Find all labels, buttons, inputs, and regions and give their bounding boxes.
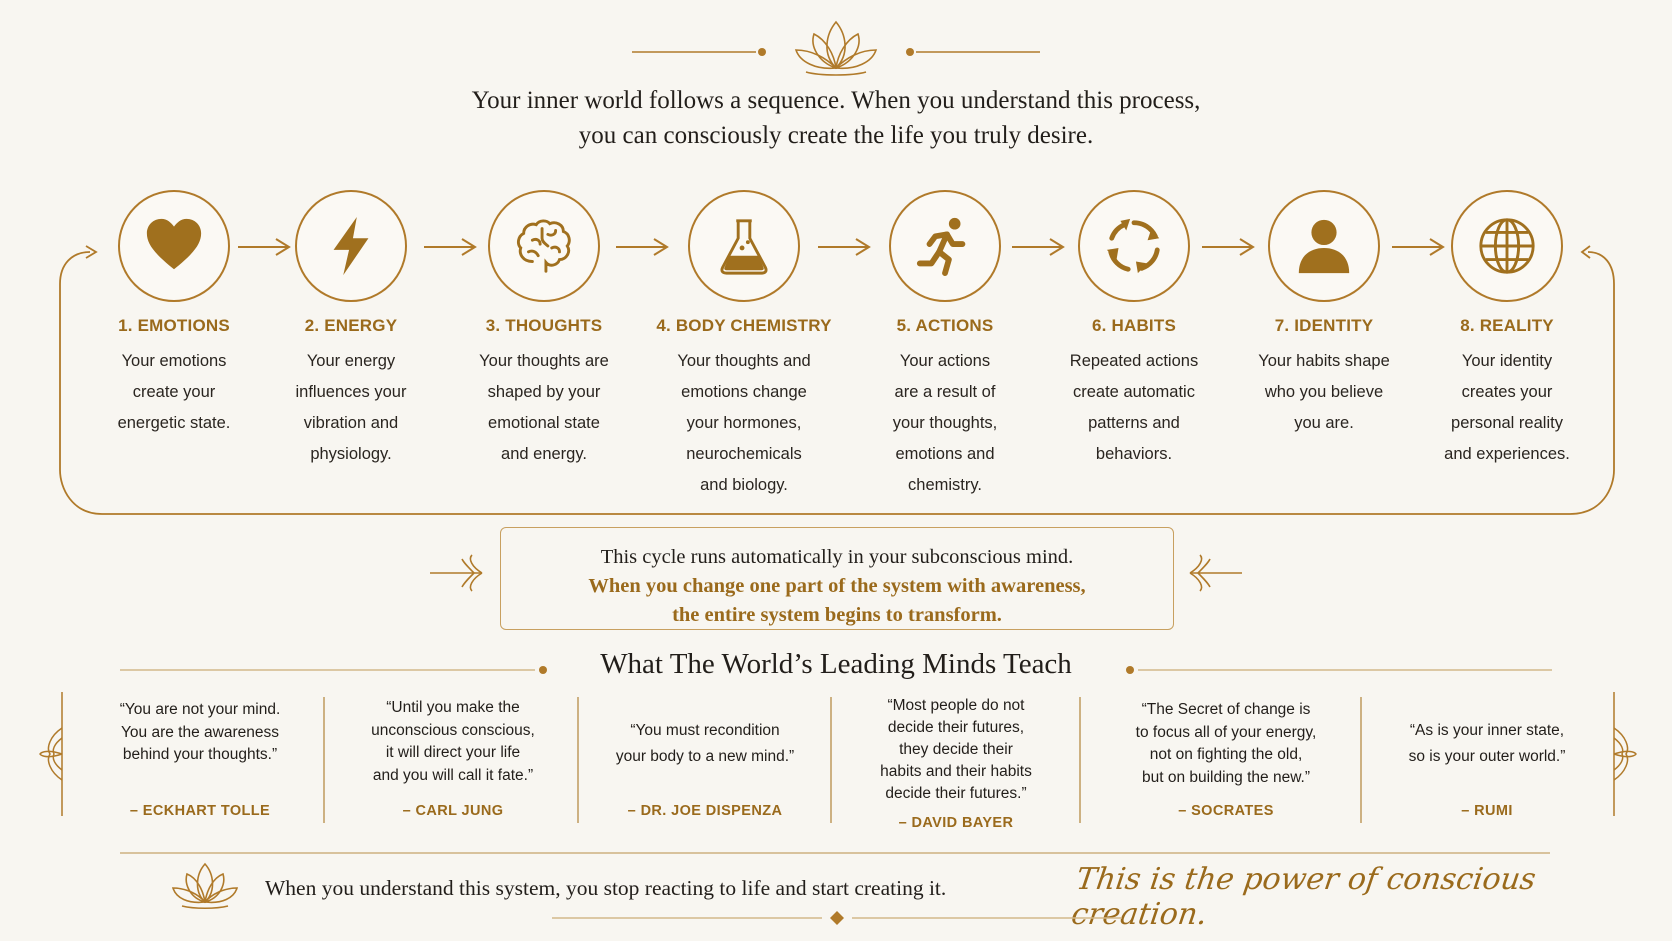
step-energy bbox=[251, 190, 451, 470]
step-description: Your emotions create your energetic state. bbox=[117, 352, 231, 432]
step-reality bbox=[1407, 190, 1607, 470]
intro-text bbox=[0, 83, 1672, 153]
globe-icon bbox=[1476, 215, 1538, 277]
quote-author: – RUMI bbox=[1461, 803, 1513, 819]
step-icon-circle bbox=[488, 190, 600, 302]
cycle-message-box bbox=[500, 527, 1174, 630]
right-arrow-ornament bbox=[1188, 553, 1244, 593]
cycle-line-1: This cycle runs automatically in your subconscious mind. bbox=[600, 546, 1074, 568]
left-arrow-ornament bbox=[428, 553, 484, 593]
person-icon bbox=[1293, 215, 1355, 277]
right-feather-ornament bbox=[1596, 688, 1640, 820]
quote-text: “You must recondition your body to a new mind.” bbox=[615, 722, 795, 765]
footer-bottom-ornament bbox=[0, 908, 1672, 928]
step-description: Your thoughts and emotions change your hormones, neurochemicals and biology. bbox=[677, 352, 811, 494]
cycle-line-3: the entire system begins to transform. bbox=[672, 604, 1002, 626]
cycle-line-2: When you change one part of the system with awareness, bbox=[588, 575, 1086, 597]
step-title: 1. EMOTIONS bbox=[118, 316, 230, 335]
running-person-icon bbox=[914, 215, 976, 277]
step-icon-circle bbox=[295, 190, 407, 302]
quote-divider bbox=[1360, 697, 1362, 823]
footer-script-text: This is the power of conscious creation. bbox=[1069, 862, 1539, 932]
brain-icon bbox=[513, 215, 575, 277]
lotus-icon bbox=[170, 862, 240, 910]
footer-divider bbox=[120, 852, 1550, 854]
step-description: Your energy influences your vibration and physiology. bbox=[295, 352, 407, 463]
step-description: Your identity creates your personal reality and experiences. bbox=[1444, 352, 1570, 463]
step-thoughts bbox=[444, 190, 644, 470]
step-habits bbox=[1034, 190, 1234, 470]
cycle-arrows-icon bbox=[1103, 215, 1165, 277]
quote-divider bbox=[323, 697, 325, 823]
intro-line-2: you can consciously create the life you truly desire. bbox=[578, 122, 1094, 149]
step-icon-circle bbox=[1451, 190, 1563, 302]
quote-divider bbox=[577, 697, 579, 823]
step-icon-circle bbox=[1268, 190, 1380, 302]
step-description: Repeated actions create automatic patterns and behaviors. bbox=[1069, 352, 1199, 463]
heart-icon bbox=[143, 215, 205, 277]
quote-text: “The Secret of change is to focus all of your energy, not on fighting the old, but on building the new.” bbox=[1135, 701, 1317, 786]
quote-rumi bbox=[1376, 695, 1598, 825]
quote-author: – ECKHART TOLLE bbox=[129, 803, 271, 819]
quote-carl-jung bbox=[340, 695, 566, 825]
quote-text: “Until you make the unconscious conscious, it will direct your life and you will call it fate.” bbox=[371, 699, 535, 784]
flask-icon bbox=[713, 215, 775, 277]
step-title: 7. IDENTITY bbox=[1274, 316, 1374, 335]
lightning-icon bbox=[320, 215, 382, 277]
quote-author: – DAVID BAYER bbox=[898, 815, 1014, 831]
quote-text: “You are not your mind. You are the awareness behind your thoughts.” bbox=[119, 701, 281, 763]
step-identity bbox=[1224, 190, 1424, 439]
footer-text: When you understand this system, you stop reacting to life and start creating it. bbox=[265, 876, 947, 900]
intro-line-1: Your inner world follows a sequence. When you understand this process, bbox=[471, 87, 1201, 114]
step-body-chemistry bbox=[644, 190, 844, 501]
step-icon-circle bbox=[889, 190, 1001, 302]
step-icon-circle bbox=[1078, 190, 1190, 302]
step-description: Your actions are a result of your thoughts, emotions and chemistry. bbox=[892, 352, 998, 494]
step-title: 4. BODY CHEMISTRY bbox=[656, 316, 832, 335]
quote-author: – SOCRATES bbox=[1178, 803, 1274, 819]
step-icon-circle bbox=[688, 190, 800, 302]
quote-text: “Most people do not decide their futures, they decide their habits and their habits decide their futures.” bbox=[880, 697, 1032, 802]
quote-eckhart-tolle bbox=[100, 695, 300, 825]
step-description: Your habits shape who you believe you are. bbox=[1258, 352, 1390, 432]
top-lotus-ornament bbox=[0, 18, 1672, 88]
section-title: What The World’s Leading Minds Teach bbox=[600, 648, 1072, 680]
quote-joe-dispenza bbox=[594, 695, 816, 825]
quote-divider bbox=[1079, 697, 1081, 823]
quote-socrates bbox=[1096, 695, 1356, 825]
quote-divider bbox=[830, 697, 832, 823]
quote-author: – DR. JOE DISPENZA bbox=[627, 803, 783, 819]
step-description: Your thoughts are shaped by your emotional state and energy. bbox=[479, 352, 609, 463]
step-title: 5. ACTIONS bbox=[896, 316, 994, 335]
step-title: 8. REALITY bbox=[1460, 316, 1554, 335]
quote-author: – CARL JUNG bbox=[402, 803, 504, 819]
step-title: 3. THOUGHTS bbox=[485, 316, 603, 335]
step-title: 2. ENERGY bbox=[304, 316, 398, 335]
quote-text: “As is your inner state, so is your outer world.” bbox=[1408, 722, 1566, 765]
left-feather-ornament bbox=[36, 688, 80, 820]
step-icon-circle bbox=[118, 190, 230, 302]
quote-david-bayer bbox=[846, 695, 1066, 831]
step-emotions bbox=[74, 190, 274, 439]
step-title: 6. HABITS bbox=[1092, 316, 1176, 335]
